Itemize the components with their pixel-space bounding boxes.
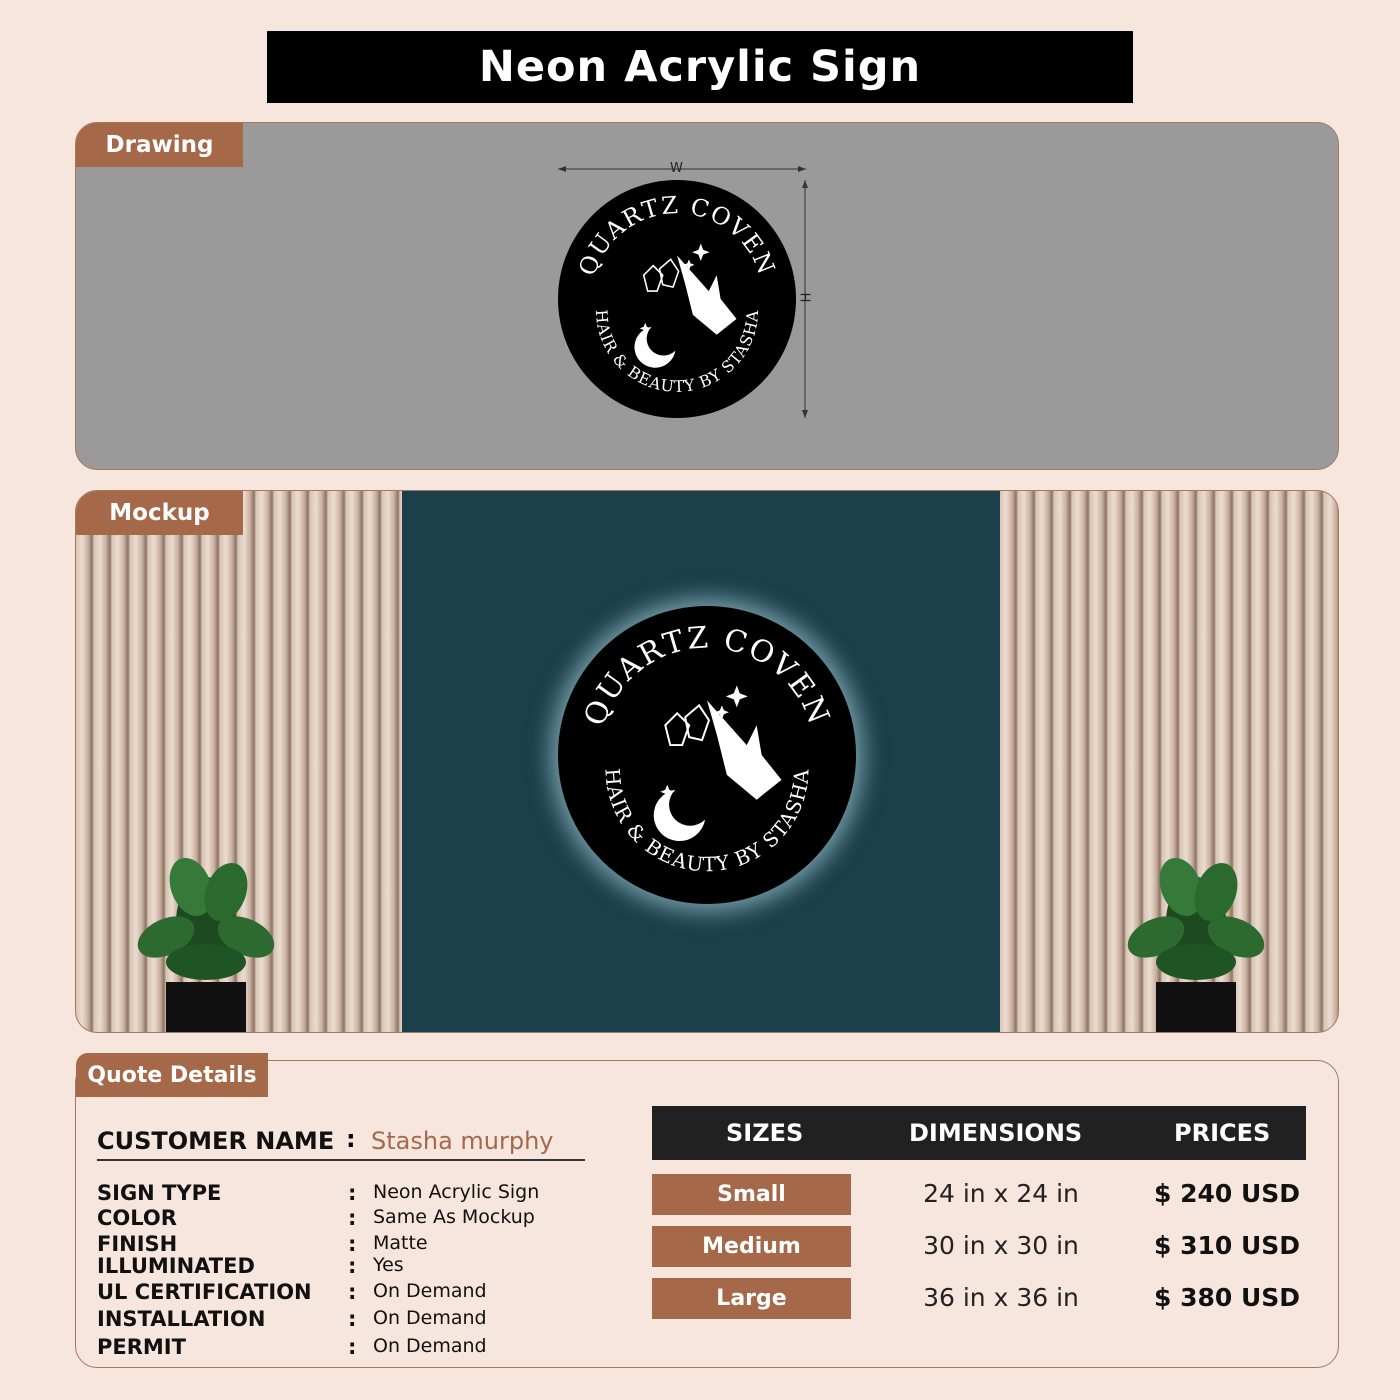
plant-right-icon [1121,842,1271,1032]
sign-logo-graphic [558,180,796,418]
spec-value: Matte [373,1232,428,1254]
drawing-panel [75,122,1339,470]
price-large: $ 380 USD [1154,1283,1301,1312]
customer-name-value: Stasha murphy [371,1127,554,1155]
quote-details-panel [75,1060,1339,1368]
mockup-panel [75,490,1339,1033]
customer-name-label: CUSTOMER NAME [97,1127,335,1155]
header-sizes: SIZES [726,1119,804,1147]
dimensions-small: 24 in x 24 in [923,1179,1079,1208]
spec-colon: : [348,1254,357,1278]
dimensions-large: 36 in x 36 in [923,1283,1079,1312]
price-medium: $ 310 USD [1154,1231,1301,1260]
spec-value: Same As Mockup [373,1206,535,1228]
spec-colon: : [348,1181,357,1205]
size-small-button[interactable]: Small [652,1174,851,1215]
plant-left-icon [131,842,281,1032]
pricing-table-header [652,1106,1306,1160]
sign-mockup-subtitle-text: HAIR & BEAUTY BY STASHA [600,767,814,877]
spec-label: ILLUMINATED [97,1254,255,1278]
dimensions-medium: 30 in x 30 in [923,1231,1079,1260]
spec-value: On Demand [373,1280,487,1302]
drawing-tab: Drawing [76,123,243,167]
spec-colon: : [348,1232,357,1256]
spec-colon: : [348,1206,357,1230]
customer-name-underline [97,1159,585,1161]
price-small: $ 240 USD [1154,1179,1301,1208]
svg-text:QUARTZ COVEN [573,191,781,279]
sign-subtitle-text: HAIR & BEAUTY BY STASHA [591,308,763,397]
svg-text:QUARTZ COVEN [577,620,836,730]
header-prices: PRICES [1174,1119,1271,1147]
spec-label: COLOR [97,1206,177,1230]
svg-text:HAIR & BEAUTY BY STASHA [592,309,762,396]
spec-colon: : [348,1307,357,1331]
height-label: H [796,292,812,303]
spec-value: On Demand [373,1335,487,1357]
spec-value: Neon Acrylic Sign [373,1181,540,1203]
page-title: Neon Acrylic Sign [267,31,1133,103]
size-medium-button[interactable]: Medium [652,1226,851,1267]
spec-label: PERMIT [97,1335,186,1359]
spec-value: On Demand [373,1307,487,1329]
mockup-tab: Mockup [76,491,243,535]
spec-colon: : [348,1335,357,1359]
quote-details-tab: Quote Details [76,1053,268,1097]
size-large-button[interactable]: Large [652,1278,851,1319]
spec-label: INSTALLATION [97,1307,266,1331]
spec-label: FINISH [97,1232,178,1256]
sign-mockup-title-text: QUARTZ COVEN [577,620,837,731]
header-dimensions: DIMENSIONS [909,1119,1083,1147]
sign-title-text: QUARTZ COVEN [573,190,781,280]
customer-name-colon: : [346,1125,356,1153]
spec-label: UL CERTIFICATION [97,1280,312,1304]
spec-colon: : [348,1280,357,1304]
spec-label: SIGN TYPE [97,1181,222,1205]
width-label: W [670,161,683,176]
svg-text:HAIR & BEAUTY BY STASHA [600,767,813,876]
spec-value: Yes [373,1254,404,1276]
sign-mockup-logo-graphic [558,606,856,904]
sign-drawing [558,180,796,418]
sign-mockup [558,606,856,904]
